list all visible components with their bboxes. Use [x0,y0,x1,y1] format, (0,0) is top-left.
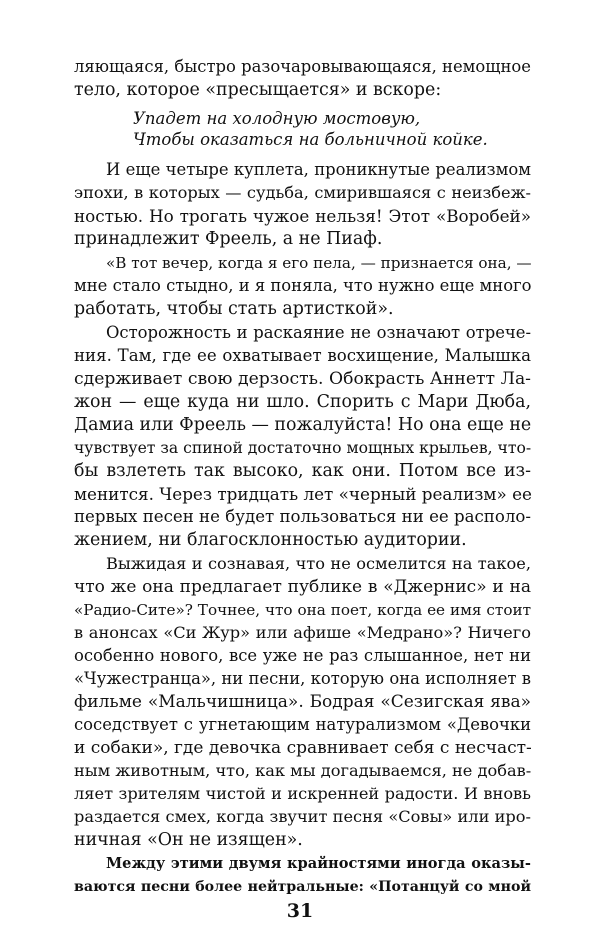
text-line: принадлежит Фреель, а не Пиаф. [74,229,383,249]
text-line: работать, чтобы стать артисткой». [74,299,394,319]
text-line: бы взлететь так высоко, как они. Потом все из- [74,461,531,481]
text-line: мне стало стыдно, и я поняла, что нужно еще много [74,276,532,295]
paragraph-first-line: «В тот вечер, когда я его пела, — признается она, — [106,254,532,272]
verse-line: Чтобы оказаться на больничной койке. [133,130,488,149]
text-line: сдерживает свою дерзость. Обокрасть Аннетт Ла- [74,369,531,389]
text-line: жением, ни благосклонностью аудитории. [74,530,467,550]
text-line: особенно нового, все уже не раз слышанное, нет ни [74,646,531,665]
text-line: эпохи, в которых — судьба, смирившаяся с неизбеж- [74,183,531,202]
text-line: тело, которое «пресыщается» и вскоре: [74,80,442,100]
text-line: «Радио-Сите»? Точнее, что она поет, когда ее имя стоит [74,601,531,619]
verse-line: Упадет на холодную мостовую, [133,109,421,128]
paragraph-first-line: И еще четыре куплета, проникнутые реализмом [106,160,531,179]
text-line: ляет зрителям чистой и искренней радости. И вновь [74,784,531,803]
text-line: соседствует с угнетающим натурализмом «Девочки [74,715,531,734]
text-line: «Чужестранца», ни песни, которую она исполняет в [74,669,531,688]
text-line: ничная «Он не изящен». [74,830,303,850]
text-line: менится. Через тридцать лет «черный реализм» ее [74,484,532,504]
text-line: ваются песни более нейтральные: «Потанцуй со мной [74,879,531,895]
text-line: раздается смех, когда звучит песня «Совы» или иро- [74,807,531,826]
text-line: ностью. Но трогать чужое нельзя! Этот «Воробей» [74,206,531,226]
paragraph-first-line: Между этими двумя крайностями иногда оказы- [106,855,531,872]
text-line: первых песен не будет пользоваться ни ее располо- [74,507,531,526]
text-line: в анонсах «Си Жур» или афише «Медрано»? Ничего [74,623,531,642]
paragraph-first-line: Выжидая и сознавая, что не осмелится на такое, [106,554,531,573]
text-line: что же она предлагает публике в «Джернис» и на [74,577,531,597]
text-line: ным животным, что, как мы догадываемся, не добав- [74,761,532,780]
text-line: чувствует за спиной достаточно мощных крыльев, что- [74,439,532,457]
paragraph-first-line: Осторожность и раскаяние не означают отрече- [106,323,531,342]
text-line: ляющаяся, быстро разочаровывающаяся, немощное [74,57,531,76]
text-line: фильме «Мальчишница». Бодрая «Сезигская ява» [74,692,531,712]
text-line: и собаки», где девочка сравнивает себя с несчаст- [74,738,532,758]
page-number: 31 [286,900,314,922]
text-line: Дамиа или Фреель — пожалуйста! Но она еще не [74,415,532,435]
text-line: жон — еще куда ни шло. Спорить с Мари Дюба, [74,392,531,412]
text-line: ния. Там, где ее охватывает восхищение, Малышка [74,346,531,365]
